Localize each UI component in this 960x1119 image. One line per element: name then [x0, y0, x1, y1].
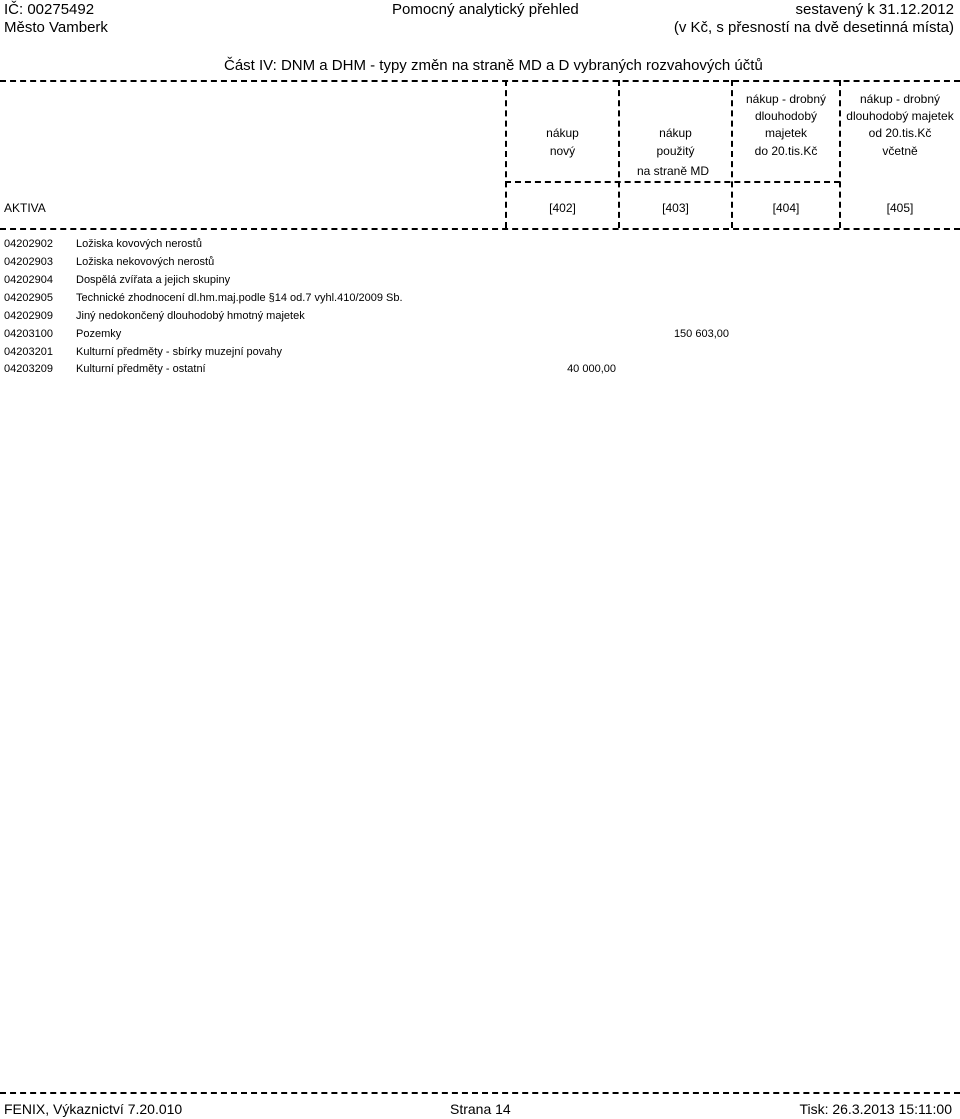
footer-software: FENIX, Výkaznictví 7.20.010 — [4, 1101, 183, 1117]
col405-line3: od 20.tis.Kč — [868, 126, 932, 140]
row-label: Kulturní předměty - ostatní — [76, 363, 206, 375]
section-title: Část IV: DNM a DHM - typy změn na straně MD a D vybraných rozvahových účtů — [224, 57, 763, 74]
row-label: Dospělá zvířata a jejich skupiny — [76, 274, 231, 286]
footer-print: Tisk: 26.3.2013 15:11:00 — [799, 1101, 952, 1117]
row-code: 04202905 — [4, 292, 53, 304]
col402-code: [402] — [549, 201, 576, 215]
row-label: Jiný nedokončený dlouhodobý hmotný majetek — [76, 310, 305, 322]
col403-code: [403] — [662, 201, 689, 215]
row-value-403: 150 603,00 — [673, 328, 729, 340]
footer-rule — [0, 1092, 960, 1094]
col404-line3: majetek — [764, 126, 808, 140]
col404-line2: dlouhodobý — [754, 109, 818, 123]
header-bottom-rule — [0, 228, 960, 230]
row-label: Kulturní předměty - sbírky muzejní povahy — [76, 346, 283, 358]
row-code: 04202904 — [4, 274, 53, 286]
units-note: (v Kč, s přesností na dvě desetinná místa) — [673, 19, 954, 36]
row-label: Ložiska kovových nerostů — [76, 238, 202, 250]
col403-line2: použitý — [656, 144, 695, 158]
row-code: 04202909 — [4, 310, 53, 322]
col402-line1: nákup — [546, 126, 579, 140]
group-rule — [505, 181, 840, 183]
row-label: Pozemky — [76, 328, 122, 340]
col404-line4: do 20.tis.Kč — [754, 144, 818, 158]
col403-line1: nákup — [659, 126, 692, 140]
row-code: 04203201 — [4, 346, 53, 358]
col404-code: [404] — [772, 201, 800, 215]
row-label: Ložiska nekovových nerostů — [76, 256, 215, 268]
row-code: 04203209 — [4, 363, 53, 375]
footer-page: Strana 14 — [450, 1101, 511, 1117]
town-name: Město Vamberk — [4, 19, 108, 36]
aktiva-label: AKTIVA — [4, 201, 46, 215]
row-code: 04202903 — [4, 256, 53, 268]
report-title: Pomocný analytický přehled — [392, 1, 579, 18]
col405-line2: dlouhodobý majetek — [846, 109, 954, 123]
col405-line4: včetně — [882, 144, 918, 158]
col404-line1: nákup - drobný — [745, 92, 827, 106]
row-code: 04203100 — [4, 328, 53, 340]
group-label: na straně MD — [636, 164, 710, 178]
col402-line2: nový — [549, 144, 576, 158]
ic-number: IČ: 00275492 — [4, 1, 95, 18]
col405-line1: nákup - drobný — [859, 92, 941, 106]
header-top-rule — [0, 80, 960, 82]
row-value-402: 40 000,00 — [567, 363, 616, 375]
row-code: 04202902 — [4, 238, 53, 250]
col405-code: [405] — [886, 201, 914, 215]
row-label: Technické zhodnocení dl.hm.maj.podle §14 od.7 vyhl.410/2009 Sb. — [76, 292, 403, 304]
compiled-date: sestavený k 31.12.2012 — [795, 1, 954, 18]
